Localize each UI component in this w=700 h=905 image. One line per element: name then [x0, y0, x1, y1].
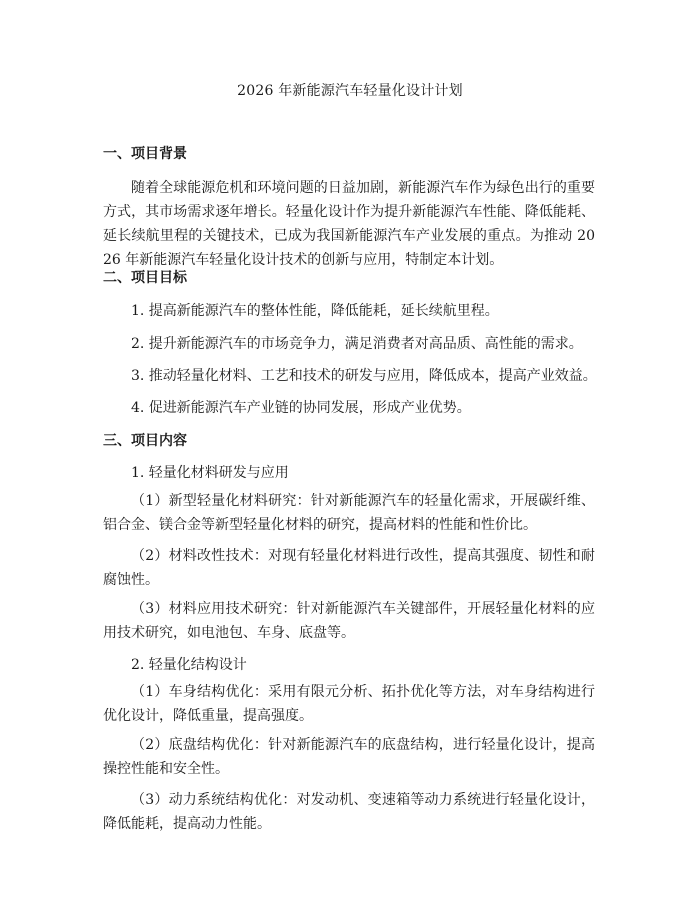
subsection-title-structure: 2. 轻量化结构设计: [131, 657, 247, 673]
materials-item-1: （1）新型轻量化材料研究：针对新能源汽车的轻量化需求，开展碳纤维、铝合金、镁合金等新型轻量化材料的研究，提高材料的性能和性价比。: [103, 493, 595, 533]
section-heading-background: 一、项目背景: [103, 146, 187, 162]
goal-item-4: 4. 促进新能源汽车产业链的协同发展，形成产业优势。: [131, 400, 471, 416]
subsection-title-materials: 1. 轻量化材料研发与应用: [131, 465, 289, 481]
structure-item-2: （2）底盘结构优化：针对新能源汽车的底盘结构，进行轻量化设计，提高操控性能和安全性。: [103, 737, 595, 777]
section-heading-goals: 二、项目目标: [103, 270, 187, 286]
goal-item-2: 2. 提升新能源汽车的市场竞争力，满足消费者对高品质、高性能的需求。: [131, 336, 583, 352]
materials-item-3: （3）材料应用技术研究：针对新能源汽车关键部件，开展轻量化材料的应用技术研究，如电池包、车身、底盘等。: [103, 601, 595, 641]
materials-item-2: （2）材料改性技术：对现有轻量化材料进行改性，提高其强度、韧性和耐腐蚀性。: [103, 548, 595, 588]
document-title: 2026 年新能源汽车轻量化设计计划: [237, 83, 463, 99]
structure-item-1: （1）车身结构优化：采用有限元分析、拓扑优化等方法，对车身结构进行优化设计，降低重量，提高强度。: [103, 684, 595, 724]
background-paragraph: 随着全球能源危机和环境问题的日益加剧，新能源汽车作为绿色出行的重要方式，其市场需求逐年增长。轻量化设计作为提升新能源汽车性能、降低能耗、延长续航里程的关键技术，已成为我国新能源汽车产业发展的重点。为推动 2026 年新能源汽车轻量化设计技术的创新与应用，特制定本计划。: [103, 180, 595, 268]
section-heading-content: 三、项目内容: [103, 433, 187, 449]
goal-item-3: 3. 推动轻量化材料、工艺和技术的研发与应用，降低成本，提高产业效益。: [131, 368, 597, 384]
goal-item-1: 1. 提高新能源汽车的整体性能，降低能耗，延长续航里程。: [131, 303, 499, 319]
structure-item-3: （3）动力系统结构优化：对发动机、变速箱等动力系统进行轻量化设计，降低能耗，提高动力性能。: [103, 792, 595, 832]
